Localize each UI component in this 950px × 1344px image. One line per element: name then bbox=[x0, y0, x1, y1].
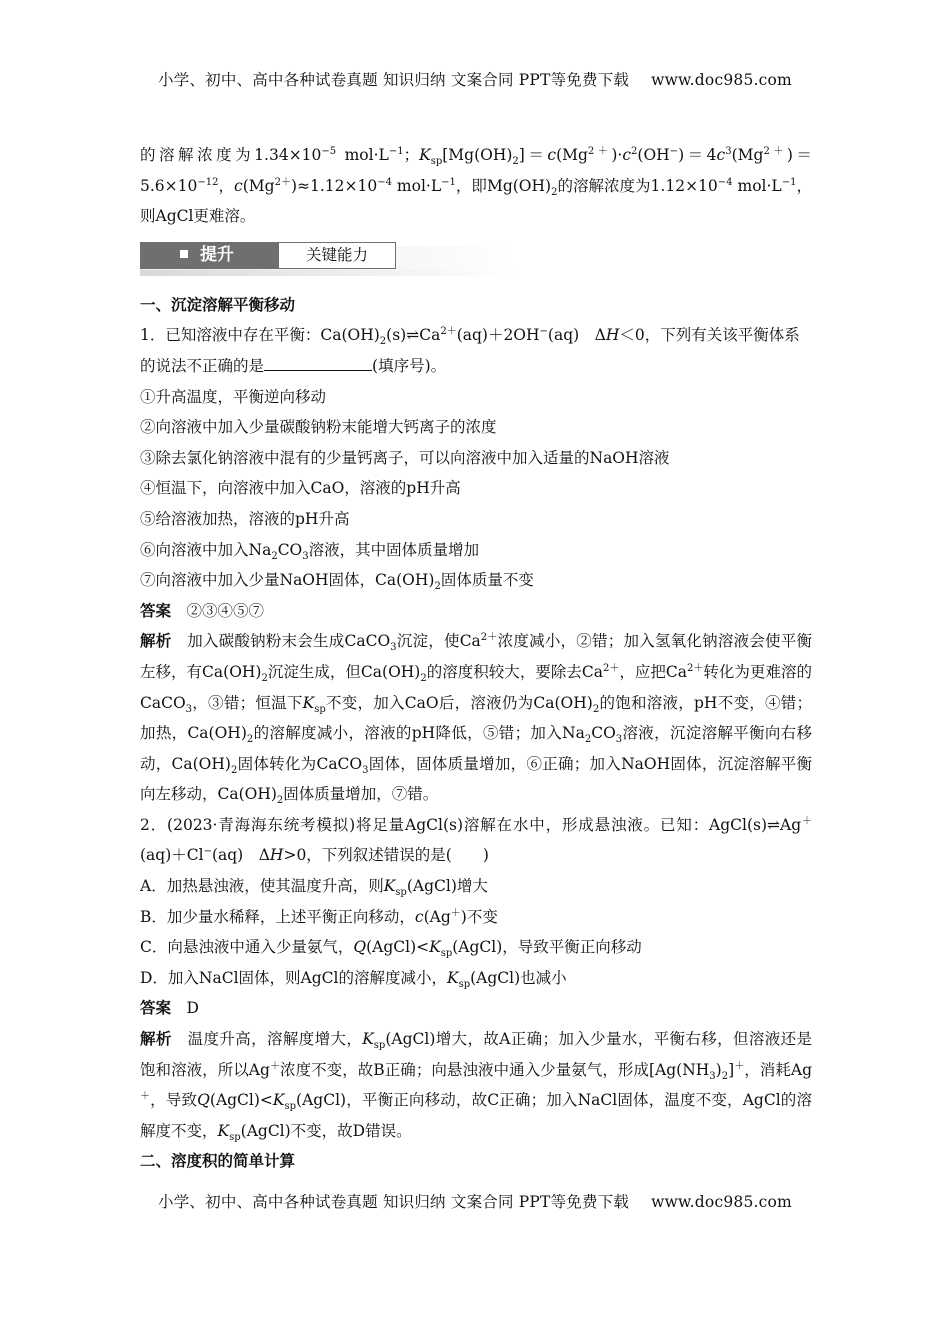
page-header bbox=[0, 68, 950, 90]
banner-shadow bbox=[140, 270, 516, 276]
banner-right: 关键能力 bbox=[278, 242, 396, 269]
question-2-stem: 2．(2023·青海海东统考模拟)将足量AgCl(s)溶解在水中，形成悬浊液。已知：AgCl(s)⇌Ag＋(aq)＋Cl−(aq) ΔH>0，下列叙述错误的是( ) bbox=[140, 815, 813, 865]
q1-analysis-label: 解析 bbox=[140, 631, 172, 651]
q2-option-d: D．加入NaCl固体，则AgCl的溶解度减小，$K_{sp}(AgCl)$也减小 bbox=[140, 968, 567, 990]
q2-answer-label: 答案 bbox=[140, 998, 172, 1018]
q1-answer bbox=[140, 596, 812, 627]
q2-option-c: C．向悬浊液中通入少量氨气，$Q(AgCl)<K_{sp}(AgCl)$，导致平衡正向移动 bbox=[140, 938, 642, 960]
section-banner bbox=[140, 240, 812, 286]
answer-blank[interactable] bbox=[264, 354, 372, 371]
q2-answer bbox=[140, 993, 812, 1024]
q2-option-b: B．加少量水稀释，上述平衡正向移动，c(Ag＋)不变 bbox=[140, 907, 498, 926]
q2-answer-value: D bbox=[186, 999, 199, 1018]
q1-option-2: ②向溶液中加入少量碳酸钠粉末能增大钙离子的浓度 bbox=[140, 418, 497, 437]
q1-answer-value: ②③④⑤⑦ bbox=[186, 601, 265, 620]
q1-option-4: ④恒温下，向溶液中加入CaO，溶液的pH升高 bbox=[140, 479, 461, 498]
q2-analysis-label: 解析 bbox=[140, 1029, 172, 1049]
footer-url[interactable]: www.doc985.com bbox=[651, 1193, 792, 1211]
q1-option-5: ⑤给溶液加热，溶液的pH升高 bbox=[140, 509, 350, 528]
question-1-stem: 1．已知溶液中存在平衡：$Ca(OH)_2(s)\rightleftharpoons Ca^{2+}(aq)+2OH^-(aq)$ ΔH＜0，下列有关该平衡体系的说法不正确的是 (填序号)。 bbox=[140, 326, 800, 375]
header-text: 小学、初中、高中各种试卷真题 知识归纳 文案合同 PPT等免费下载 bbox=[158, 71, 630, 89]
q1-option-6: ⑥向溶液中加入$Na_2CO_3$溶液，其中固体质量增加 bbox=[140, 540, 480, 562]
header-url[interactable]: www.doc985.com bbox=[651, 71, 792, 89]
banner-left bbox=[140, 242, 278, 269]
q1-option-1: ①升高温度，平衡逆向移动 bbox=[140, 387, 327, 406]
q1-option-3: ③除去氯化钠溶液中混有的少量钙离子，可以向溶液中加入适量的NaOH溶液 bbox=[140, 448, 670, 467]
q1-answer-label: 答案 bbox=[140, 600, 172, 620]
square-icon bbox=[180, 250, 188, 258]
q2-option-a: A．加热悬浊液，使其温度升高，则$K_{sp}(AgCl)$增大 bbox=[140, 877, 488, 899]
q1-option-7: ⑦向溶液中加入少量NaOH固体，$Ca(OH)_2$固体质量不变 bbox=[140, 571, 534, 593]
q1-analysis: 解析 加入碳酸钠粉末会生成CaCO$_3$沉淀，使$Ca^{2+}$浓度减小，②错；加入氢氧化钠溶液会使平衡左移，有$Ca(OH)_2$沉淀生成，但$Ca(OH)_2$的溶度积较大，要除去$Ca^{2+}$，应把$Ca^{2+}$转化为更难溶的CaCO$_3$，③错；恒温下$K_{sp}$不变，加入CaO后，溶液仍为$Ca(OH)_2$的饱和溶液，pH不变，④错；加热，$Ca(OH)_2$的溶解度减小，溶液的pH降低，⑤错；加入$Na_2CO_3$溶液，沉淀溶解平衡向右移动，$Ca(OH)_2$固体转化为CaCO$_3$固体，固体质量增加，⑥正确；加入NaOH固体，沉淀溶解平衡向左移动，$Ca(OH)_2$固体质量增加，⑦错。 bbox=[140, 631, 813, 807]
intro-paragraph: 的溶解浓度为$1.34\times 10^{-5}$ $mol\cdot L^{-1}$；$K_{sp}[Mg(OH)_2]=c(Mg^{2+})\cdot c^2(OH^-)=4c^3(Mg^{2+})=5.6\times 10^{-12}$，$c(Mg^{2+})\approx 1.12\times 10^{-4}$ $mol\cdot L^{-1}$，即$Mg(OH)_2$的溶解浓度为$1.12\times 10^{-4}$ $mol\cdot L^{-1}$，则AgCl更难溶。 bbox=[140, 145, 812, 226]
banner-left-label: 提升 bbox=[200, 244, 234, 265]
q2-analysis: 解析 温度升高，溶解度增大，$K_{sp}(AgCl)$增大，故A正确；加入少量水，平衡右移，但溶液还是饱和溶液，所以Ag＋浓度不变，故B正确；向悬浊液中通入少量氨气，形成$[Ag(NH_3)_2]^+$，消耗Ag＋，导致$Q(AgCl)<K_{sp}(AgCl)$，平衡正向移动，故C正确；加入NaCl固体，温度不变，AgCl的溶解度不变，$K_{sp}(AgCl)$不变，故D错误。 bbox=[140, 1029, 812, 1143]
section-heading-2: 二、溶度积的简单计算 bbox=[140, 1151, 296, 1171]
footer-text: 小学、初中、高中各种试卷真题 知识归纳 文案合同 PPT等免费下载 bbox=[158, 1193, 630, 1211]
section-heading-1: 一、沉淀溶解平衡移动 bbox=[140, 294, 296, 314]
page-footer bbox=[0, 1190, 950, 1212]
document-body bbox=[140, 140, 812, 1177]
